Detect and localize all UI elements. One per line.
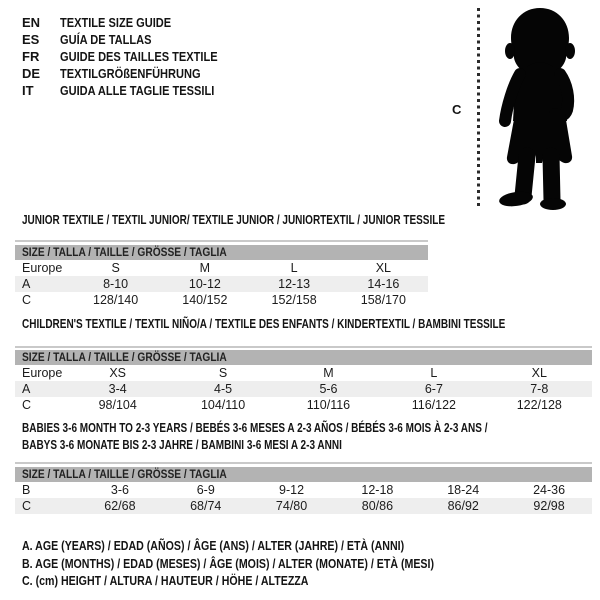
measurement-legend — [22, 538, 507, 591]
size-header-label: SIZE / TALLA / TAILLE / GRÖSSE / TAGLIA — [22, 245, 227, 259]
table-top-rule — [15, 462, 592, 464]
table-title: JUNIOR TEXTILE / TEXTIL JUNIOR/ TEXTILE JUNIOR / JUNIORTEXTIL / JUNIOR TESSILE — [22, 213, 446, 227]
row-label: C — [22, 398, 32, 412]
cell: 62/68 — [104, 499, 136, 513]
row-label: Europe — [22, 261, 63, 275]
cell: S — [218, 366, 228, 380]
table-row-height — [15, 292, 428, 308]
cell: 5-6 — [319, 382, 338, 396]
table-row-europe — [15, 260, 428, 276]
lang-code: FR — [22, 49, 40, 64]
cell: S — [111, 261, 120, 275]
lang-title: GUIDE DES TAILLES TEXTILE — [60, 49, 218, 64]
table-row-europe — [15, 365, 592, 381]
lang-row-en — [22, 14, 245, 31]
size-header-bar — [15, 467, 592, 482]
row-label: A — [22, 277, 31, 291]
cell: 110/116 — [306, 398, 351, 412]
lang-code: DE — [22, 66, 41, 81]
row-label: Europe — [22, 366, 63, 380]
cell: 86/92 — [447, 499, 479, 513]
cell: M — [199, 261, 211, 275]
cell: 24-36 — [533, 483, 566, 497]
cell: 128/140 — [93, 293, 139, 307]
table-title: CHILDREN'S TEXTILE / TEXTIL NIÑO/A / TEXTILE DES ENFANTS / KINDERTEXTIL / BAMBINI TESSILE — [22, 317, 506, 331]
cell: L — [430, 366, 438, 380]
row-label: A — [22, 382, 31, 396]
lang-row-it — [22, 82, 245, 99]
cell: 14-16 — [367, 277, 400, 291]
table-row-age — [15, 276, 428, 292]
cell: XL — [531, 366, 547, 380]
cell: 92/98 — [533, 499, 565, 513]
size-header-label: SIZE / TALLA / TAILLE / GRÖSSE / TAGLIA — [22, 350, 227, 364]
height-measure-label: C — [452, 102, 462, 117]
lang-row-es — [22, 31, 245, 48]
height-figure — [440, 0, 600, 215]
size-grid — [15, 260, 428, 308]
cell: 12-18 — [361, 483, 394, 497]
size-header-label: SIZE / TALLA / TAILLE / GRÖSSE / TAGLIA — [22, 467, 227, 481]
table-title-line-1: BABIES 3-6 MONTH TO 2-3 YEARS / BEBÉS 3-6 MESES A 2-3 AÑOS / BÉBÉS 3-6 MOIS À 2-3 ANS / — [22, 421, 488, 435]
lang-title: GUÍA DE TALLAS — [60, 32, 152, 47]
legend-line-b: B. AGE (MONTHS) / EDAD (MESES) / ÂGE (MOIS) / ALTER (MONATE) / ETÀ (MESI) — [22, 556, 435, 571]
cell: 6-7 — [424, 382, 443, 396]
table-top-rule — [15, 346, 592, 348]
lang-title: TEXTILE SIZE GUIDE — [60, 15, 172, 30]
cell: 98/104 — [98, 398, 137, 412]
cell: 9-12 — [279, 483, 305, 497]
cell: 18-24 — [447, 483, 480, 497]
legend-line-c: C. (cm) HEIGHT / ALTURA / HAUTEUR / HÖHE / ALTEZZA — [22, 574, 309, 588]
lang-code: EN — [22, 15, 41, 30]
lang-row-fr — [22, 48, 245, 65]
cell: 80/86 — [361, 499, 394, 513]
height-measure-dotted-line — [477, 8, 480, 207]
cell: L — [290, 261, 298, 275]
cell: 3-4 — [108, 382, 127, 396]
table-row-height — [15, 397, 592, 413]
lang-code: IT — [22, 83, 34, 98]
language-title-list — [22, 14, 245, 99]
cell: 122/128 — [516, 398, 562, 412]
cell: 152/158 — [271, 293, 317, 307]
cell: 116/122 — [411, 398, 456, 412]
size-grid — [15, 365, 592, 413]
table-title-line-2: BABYS 3-6 MONATE BIS 2-3 JAHRE / BAMBINI 3-6 MESI A 2-3 ANNI — [22, 438, 342, 452]
cell: 158/170 — [360, 293, 406, 307]
lang-title: TEXTILGRÖßENFÜHRUNG — [60, 66, 201, 81]
lang-code: ES — [22, 32, 40, 47]
cell: 12-13 — [278, 277, 311, 291]
row-label: B — [22, 483, 31, 497]
cell: XS — [109, 366, 127, 380]
lang-title: GUIDA ALLE TAGLIE TESSILI — [60, 83, 215, 98]
size-header-bar — [15, 245, 428, 260]
size-header-bar — [15, 350, 592, 365]
cell: M — [323, 366, 334, 380]
cell: 140/152 — [182, 293, 228, 307]
row-label: C — [22, 499, 32, 513]
cell: 7-8 — [530, 382, 549, 396]
cell: 3-6 — [110, 483, 129, 497]
table-row-height — [15, 498, 592, 514]
baby-silhouette — [486, 6, 594, 210]
table-row-age — [15, 381, 592, 397]
cell: 8-10 — [103, 277, 129, 291]
row-label: C — [22, 293, 32, 307]
table-row-age-months — [15, 482, 592, 498]
size-grid — [15, 482, 592, 514]
cell: 4-5 — [214, 382, 233, 396]
cell: 6-9 — [196, 483, 215, 497]
cell: 10-12 — [188, 277, 221, 291]
cell: 74/80 — [275, 499, 308, 513]
lang-row-de — [22, 65, 245, 82]
cell: 68/74 — [190, 499, 222, 513]
cell: XL — [375, 261, 392, 275]
table-top-rule — [15, 240, 428, 242]
legend-line-a: A. AGE (YEARS) / EDAD (AÑOS) / ÂGE (ANS) / ALTER (JAHRE) / ETÀ (ANNI) — [22, 539, 405, 553]
cell: 104/110 — [200, 398, 246, 412]
